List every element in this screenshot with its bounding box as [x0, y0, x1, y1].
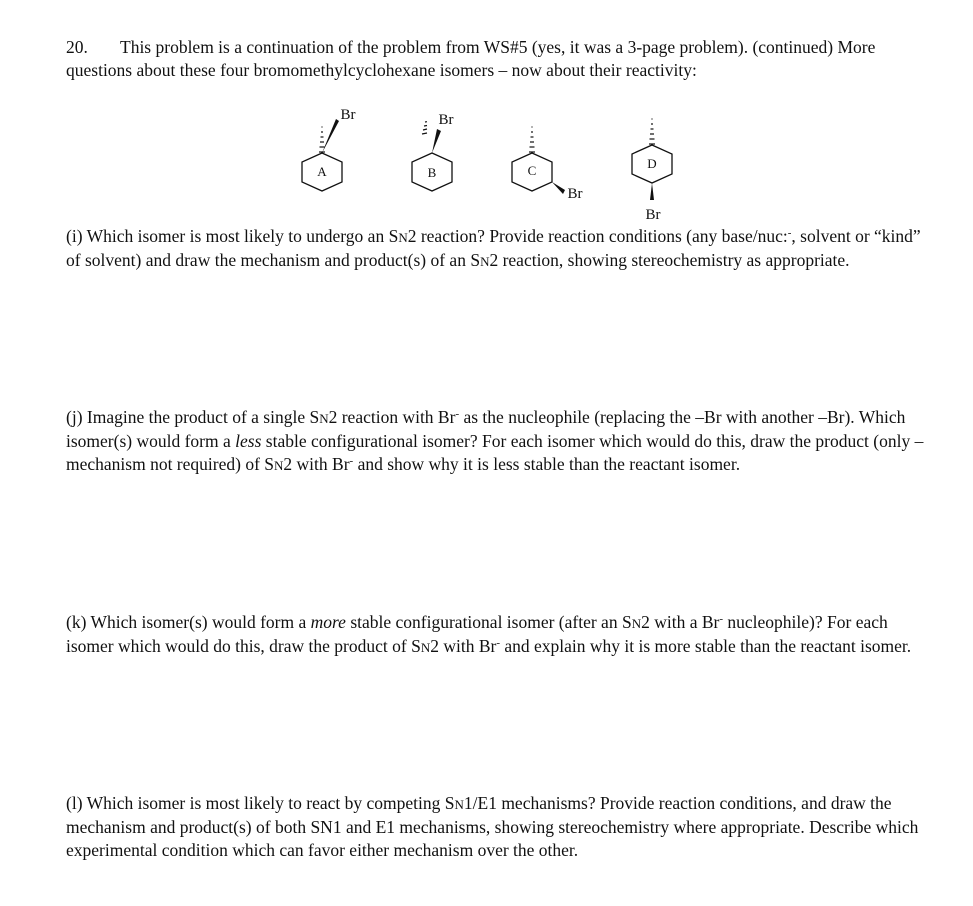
isomer-d-hashed-methyl	[649, 119, 655, 144]
isomer-a-label: A	[317, 164, 327, 179]
isomer-b-br-label: Br	[438, 112, 454, 128]
isomer-a-br-wedge	[322, 119, 339, 153]
question-k: (k) Which isomer(s) would form a more stable configurational isomer (after an SN2 with a Br- nucleophile)? For each isomer which would do this, draw the product of SN2 with Br- and explain why it is more stable than the reactant isomer.	[66, 612, 912, 656]
isomer-b-label: B	[427, 165, 437, 180]
isomer-c-br-wedge	[552, 182, 565, 194]
isomer-a-br-label: Br	[340, 107, 356, 123]
isomer-d-br-wedge	[650, 183, 654, 200]
question-l: (l) Which isomer is most likely to react by competing SN1/E1 mechanisms? Provide reaction conditions, and draw the mechanism and product(s) of both SN1 and E1 mechanisms, showing stereochemistry where appropriate. Describe which experimental condition which can favor either mechanism over the other.	[66, 793, 919, 860]
isomer-structures	[0, 100, 973, 230]
problem-intro	[66, 36, 936, 82]
question-j: (j) Imagine the product of a single SN2 reaction with Br- as the nucleophile (replacing the –Br with another –Br). Which isomer(s) would form a less stable configurational isomer? For each isomer which would do this, draw the product (only – mechanism not required) of SN2 with Br- and show why it is less stable than the reactant isomer.	[66, 407, 924, 474]
question-i: (i) Which isomer is most likely to undergo an SN2 reaction? Provide reaction conditions (any base/nuc:-, solvent or “kind” of solvent) and draw the mechanism and product(s) of an SN2 reaction, showing stereochemistry as appropriate.	[66, 226, 921, 270]
isomer-c-br-label: Br	[567, 186, 583, 202]
isomer-b-hashed-methyl	[422, 122, 427, 134]
isomer-b-br-wedge	[432, 129, 441, 153]
isomer-d-br-label: Br	[645, 207, 661, 223]
isomer-c-label: C	[527, 163, 537, 178]
isomer-d-label: D	[647, 156, 657, 171]
problem-intro-text: This problem is a continuation of the problem from WS#5 (yes, it was a 3-page problem). (continued) More questions about these four bromomethylcyclohexane isomers – now about their reactivity:	[66, 37, 876, 80]
problem-number: 20.	[66, 37, 88, 57]
isomer-c-hashed-methyl	[529, 127, 535, 152]
